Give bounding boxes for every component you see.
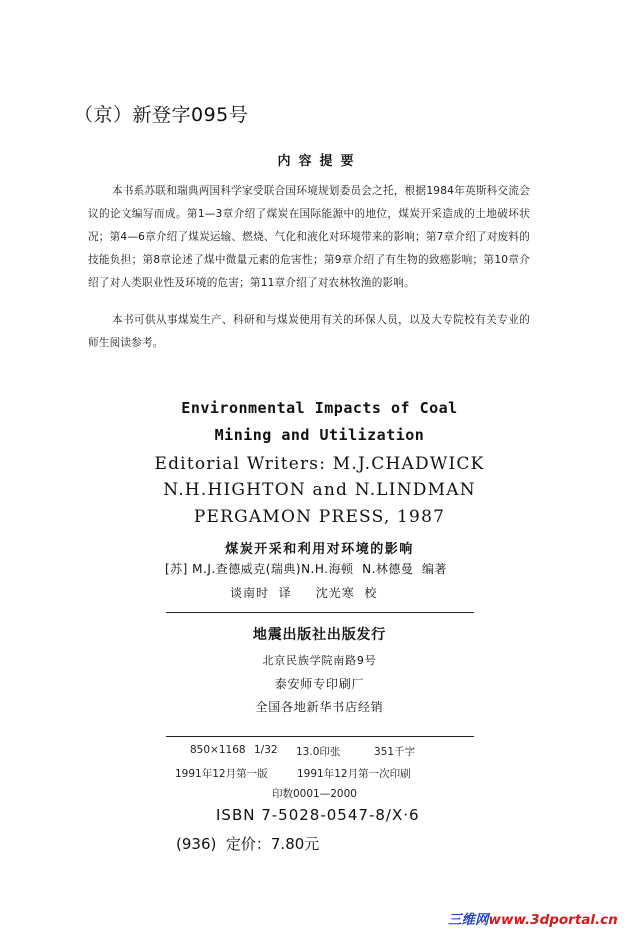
site-watermark — [448, 908, 639, 933]
english-publisher-line: PERGAMON PRESS, 1987 — [193, 507, 446, 527]
english-title-line-2: Mining and Utilization — [214, 426, 425, 444]
chinese-title: 煤炭开采和利用对环境的影响 — [225, 542, 414, 557]
summary-heading: 内容提要 — [277, 154, 362, 169]
english-editors-line-2: N.H.HIGHTON and N.LINDMAN — [163, 480, 476, 500]
spec-words: 351千字 — [374, 746, 416, 758]
chinese-authors: [苏] M.J.查德威克(瑞典)N.H.海顿 N.林德曼 编著 — [165, 562, 448, 576]
english-title-line-1: Environmental Impacts of Coal — [181, 399, 458, 417]
summary-paragraph-1: 本书系苏联和瑞典两国科学家受联合国环境规划委员会之托，根据1984年英斯科交流会议的论文编写而成。第1—3章介绍了煤炭在国际能源中的地位，煤炭开采造成的土地破坏状况；第4—6章介绍了煤炭运输、燃烧、气化和液化对环境带来的影响；第7章介绍了对废料的技能负担；第8章论述了煤中微量元素的危害性；第9章介绍了有生物的致癌影响；第10章介绍了对人类职业性及环境的危害；第11章介绍了对农林牧渔的影响。 — [88, 185, 530, 289]
catalog-code: (936) — [176, 835, 217, 853]
edition-info: 1991年12月第一版 — [175, 768, 268, 780]
printer: 泰安师专印刷厂 — [274, 677, 365, 691]
publisher: 地震出版社出版发行 — [252, 627, 387, 643]
watermark-url: www.3dportal.cn — [488, 912, 618, 928]
registration-number: （京）新登字095号 — [74, 104, 249, 126]
print-run: 印数0001—2000 — [272, 788, 357, 800]
divider-bottom — [166, 736, 474, 737]
distributor: 全国各地新华书店经销 — [255, 700, 384, 714]
summary-paragraph-2: 本书可供从事煤炭生产、科研和与煤炭使用有关的环保人员，以及大专院校有关专业的师生阅读参考。 — [88, 314, 530, 349]
price-row — [176, 833, 319, 854]
watermark-cn: 三维网 — [448, 912, 489, 928]
spec-fold: 1/32 — [254, 744, 278, 756]
isbn: ISBN 7-5028-0547-8/X·6 — [216, 806, 420, 824]
english-editors-line-1: Editorial Writers: M.J.CHADWICK — [154, 454, 485, 474]
spec-sheets: 13.0印张 — [296, 746, 341, 758]
price: 定价：7.80元 — [225, 835, 320, 853]
chinese-translators: 谈南时 译 沈光寒 校 — [230, 586, 378, 600]
publisher-address: 北京民族学院南路9号 — [262, 654, 377, 667]
spec-format: 850×1168 — [190, 744, 246, 756]
divider-top — [166, 612, 474, 613]
printing-info: 1991年12月第一次印刷 — [297, 768, 411, 780]
